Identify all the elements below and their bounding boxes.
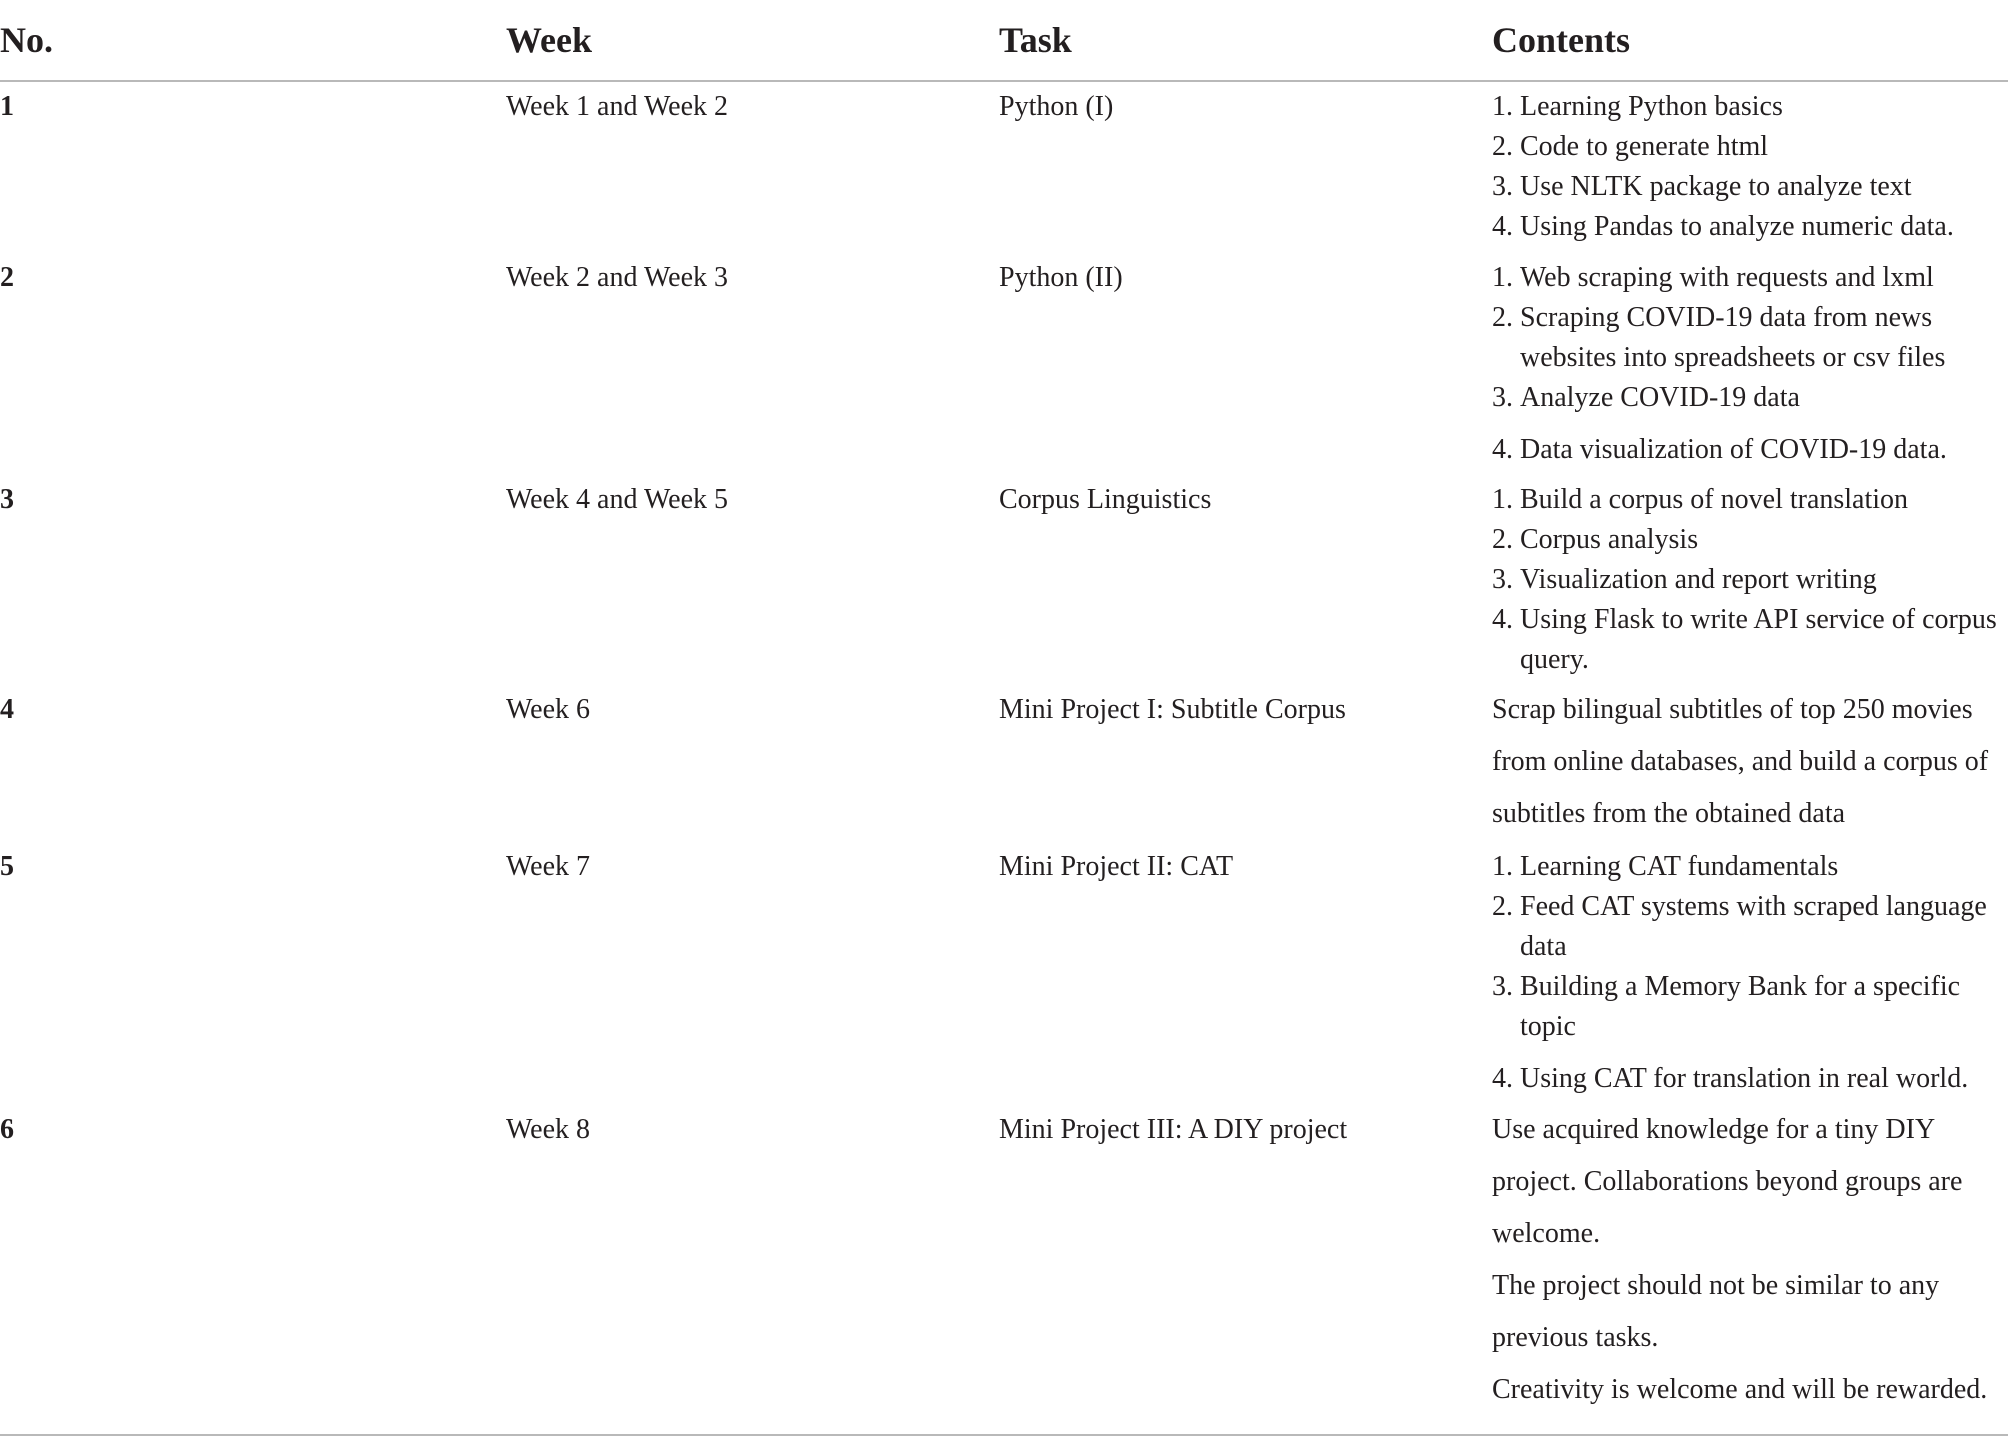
content-item <box>1492 167 2008 207</box>
item-line: Data visualization of COVID-19 data. <box>1520 434 1947 465</box>
content-item <box>1492 298 2008 378</box>
item-index: 3. <box>1492 171 1513 202</box>
row-number: 6 <box>0 1114 14 1145</box>
row-contents <box>1492 684 2008 840</box>
content-paragraph: from online databases, and build a corpus of <box>1492 746 1989 777</box>
item-line: Build a corpus of novel translation <box>1520 484 1909 515</box>
item-line: websites into spreadsheets or csv files <box>1520 342 1946 373</box>
item-line: Use NLTK package to analyze text <box>1520 171 1912 202</box>
item-line: Corpus analysis <box>1520 524 1699 555</box>
item-index: 3. <box>1492 971 1513 1002</box>
row-week: Week 6 <box>506 694 591 725</box>
content-item <box>1492 480 2008 520</box>
content-item <box>1492 520 2008 560</box>
row-number: 3 <box>0 484 14 515</box>
table-header-row <box>0 0 2008 82</box>
item-line: Web scraping with requests and lxml <box>1520 262 1934 293</box>
row-task: Mini Project I: Subtitle Corpus <box>999 694 1346 725</box>
header-contents: Contents <box>1492 20 1631 60</box>
item-line: Using CAT for translation in real world. <box>1520 1063 1969 1094</box>
content-item <box>1492 258 2008 298</box>
content-item <box>1492 430 2008 470</box>
row-contents <box>1492 87 2008 247</box>
row-contents <box>1492 258 2008 470</box>
item-line: Using Pandas to analyze numeric data. <box>1520 211 1954 242</box>
item-line: Building a Memory Bank for a specific <box>1520 971 1961 1002</box>
row-number: 4 <box>0 694 14 725</box>
item-index: 3. <box>1492 564 1513 595</box>
content-paragraph: The project should not be similar to any <box>1492 1270 1940 1301</box>
header-task: Task <box>999 20 1072 60</box>
row-week: Week 8 <box>506 1114 591 1145</box>
content-item <box>1492 847 2008 887</box>
table-row <box>0 690 2008 850</box>
item-index: 2. <box>1492 131 1513 162</box>
content-paragraph: Scrap bilingual subtitles of top 250 movies <box>1492 694 1973 725</box>
content-item <box>1492 1059 2008 1099</box>
item-index: 4. <box>1492 211 1513 242</box>
row-number: 2 <box>0 262 14 293</box>
item-line: Feed CAT systems with scraped language <box>1520 891 1987 922</box>
row-task: Mini Project III: A DIY project <box>999 1114 1348 1145</box>
row-week: Week 7 <box>506 851 591 882</box>
table-row <box>0 87 2008 257</box>
table-row <box>0 258 2008 480</box>
row-week: Week 2 and Week 3 <box>506 262 729 293</box>
row-contents <box>1492 847 2008 1099</box>
row-task: Python (II) <box>999 262 1123 293</box>
content-paragraph: previous tasks. <box>1492 1322 1659 1353</box>
item-line: Using Flask to write API service of corpus <box>1520 604 1997 635</box>
item-line: Analyze COVID-19 data <box>1520 382 1800 413</box>
item-index: 4. <box>1492 1063 1513 1094</box>
content-item <box>1492 127 2008 167</box>
row-contents <box>1492 480 2008 680</box>
item-index: 1. <box>1492 484 1513 515</box>
item-line: topic <box>1520 1011 1576 1042</box>
content-paragraph: Use acquired knowledge for a tiny DIY <box>1492 1114 1936 1145</box>
content-item <box>1492 967 2008 1047</box>
row-week: Week 1 and Week 2 <box>506 91 729 122</box>
item-line: Learning Python basics <box>1520 91 1783 122</box>
table-row <box>0 480 2008 690</box>
content-paragraph: project. Collaborations beyond groups are <box>1492 1166 1963 1197</box>
row-week: Week 4 and Week 5 <box>506 484 729 515</box>
item-index: 1. <box>1492 851 1513 882</box>
item-line: Visualization and report writing <box>1520 564 1877 595</box>
item-line: data <box>1520 931 1567 962</box>
content-item <box>1492 207 2008 247</box>
row-task: Python (I) <box>999 91 1114 122</box>
content-paragraph: Creativity is welcome and will be rewarded. <box>1492 1374 1988 1405</box>
content-paragraph: subtitles from the obtained data <box>1492 798 1846 829</box>
row-task: Corpus Linguistics <box>999 484 1212 515</box>
header-week: Week <box>506 20 592 60</box>
content-item <box>1492 887 2008 967</box>
row-task: Mini Project II: CAT <box>999 851 1234 882</box>
content-paragraph: welcome. <box>1492 1218 1601 1249</box>
row-number: 1 <box>0 91 14 122</box>
table-bottom-rule <box>0 1434 2008 1436</box>
item-index: 2. <box>1492 891 1513 922</box>
item-line: Scraping COVID-19 data from news <box>1520 302 1933 333</box>
item-index: 1. <box>1492 91 1513 122</box>
content-item <box>1492 600 2008 680</box>
table-row <box>0 847 2008 1109</box>
table-row <box>0 1110 2008 1430</box>
header-no: No. <box>0 20 53 60</box>
content-item <box>1492 560 2008 600</box>
item-index: 3. <box>1492 382 1513 413</box>
item-index: 2. <box>1492 524 1513 555</box>
item-index: 4. <box>1492 434 1513 465</box>
item-index: 1. <box>1492 262 1513 293</box>
item-line: Code to generate html <box>1520 131 1769 162</box>
row-contents <box>1492 1104 2008 1416</box>
item-line: query. <box>1520 644 1589 675</box>
content-item <box>1492 378 2008 418</box>
item-index: 2. <box>1492 302 1513 333</box>
content-item <box>1492 87 2008 127</box>
item-index: 4. <box>1492 604 1513 635</box>
item-line: Learning CAT fundamentals <box>1520 851 1839 882</box>
row-number: 5 <box>0 851 14 882</box>
